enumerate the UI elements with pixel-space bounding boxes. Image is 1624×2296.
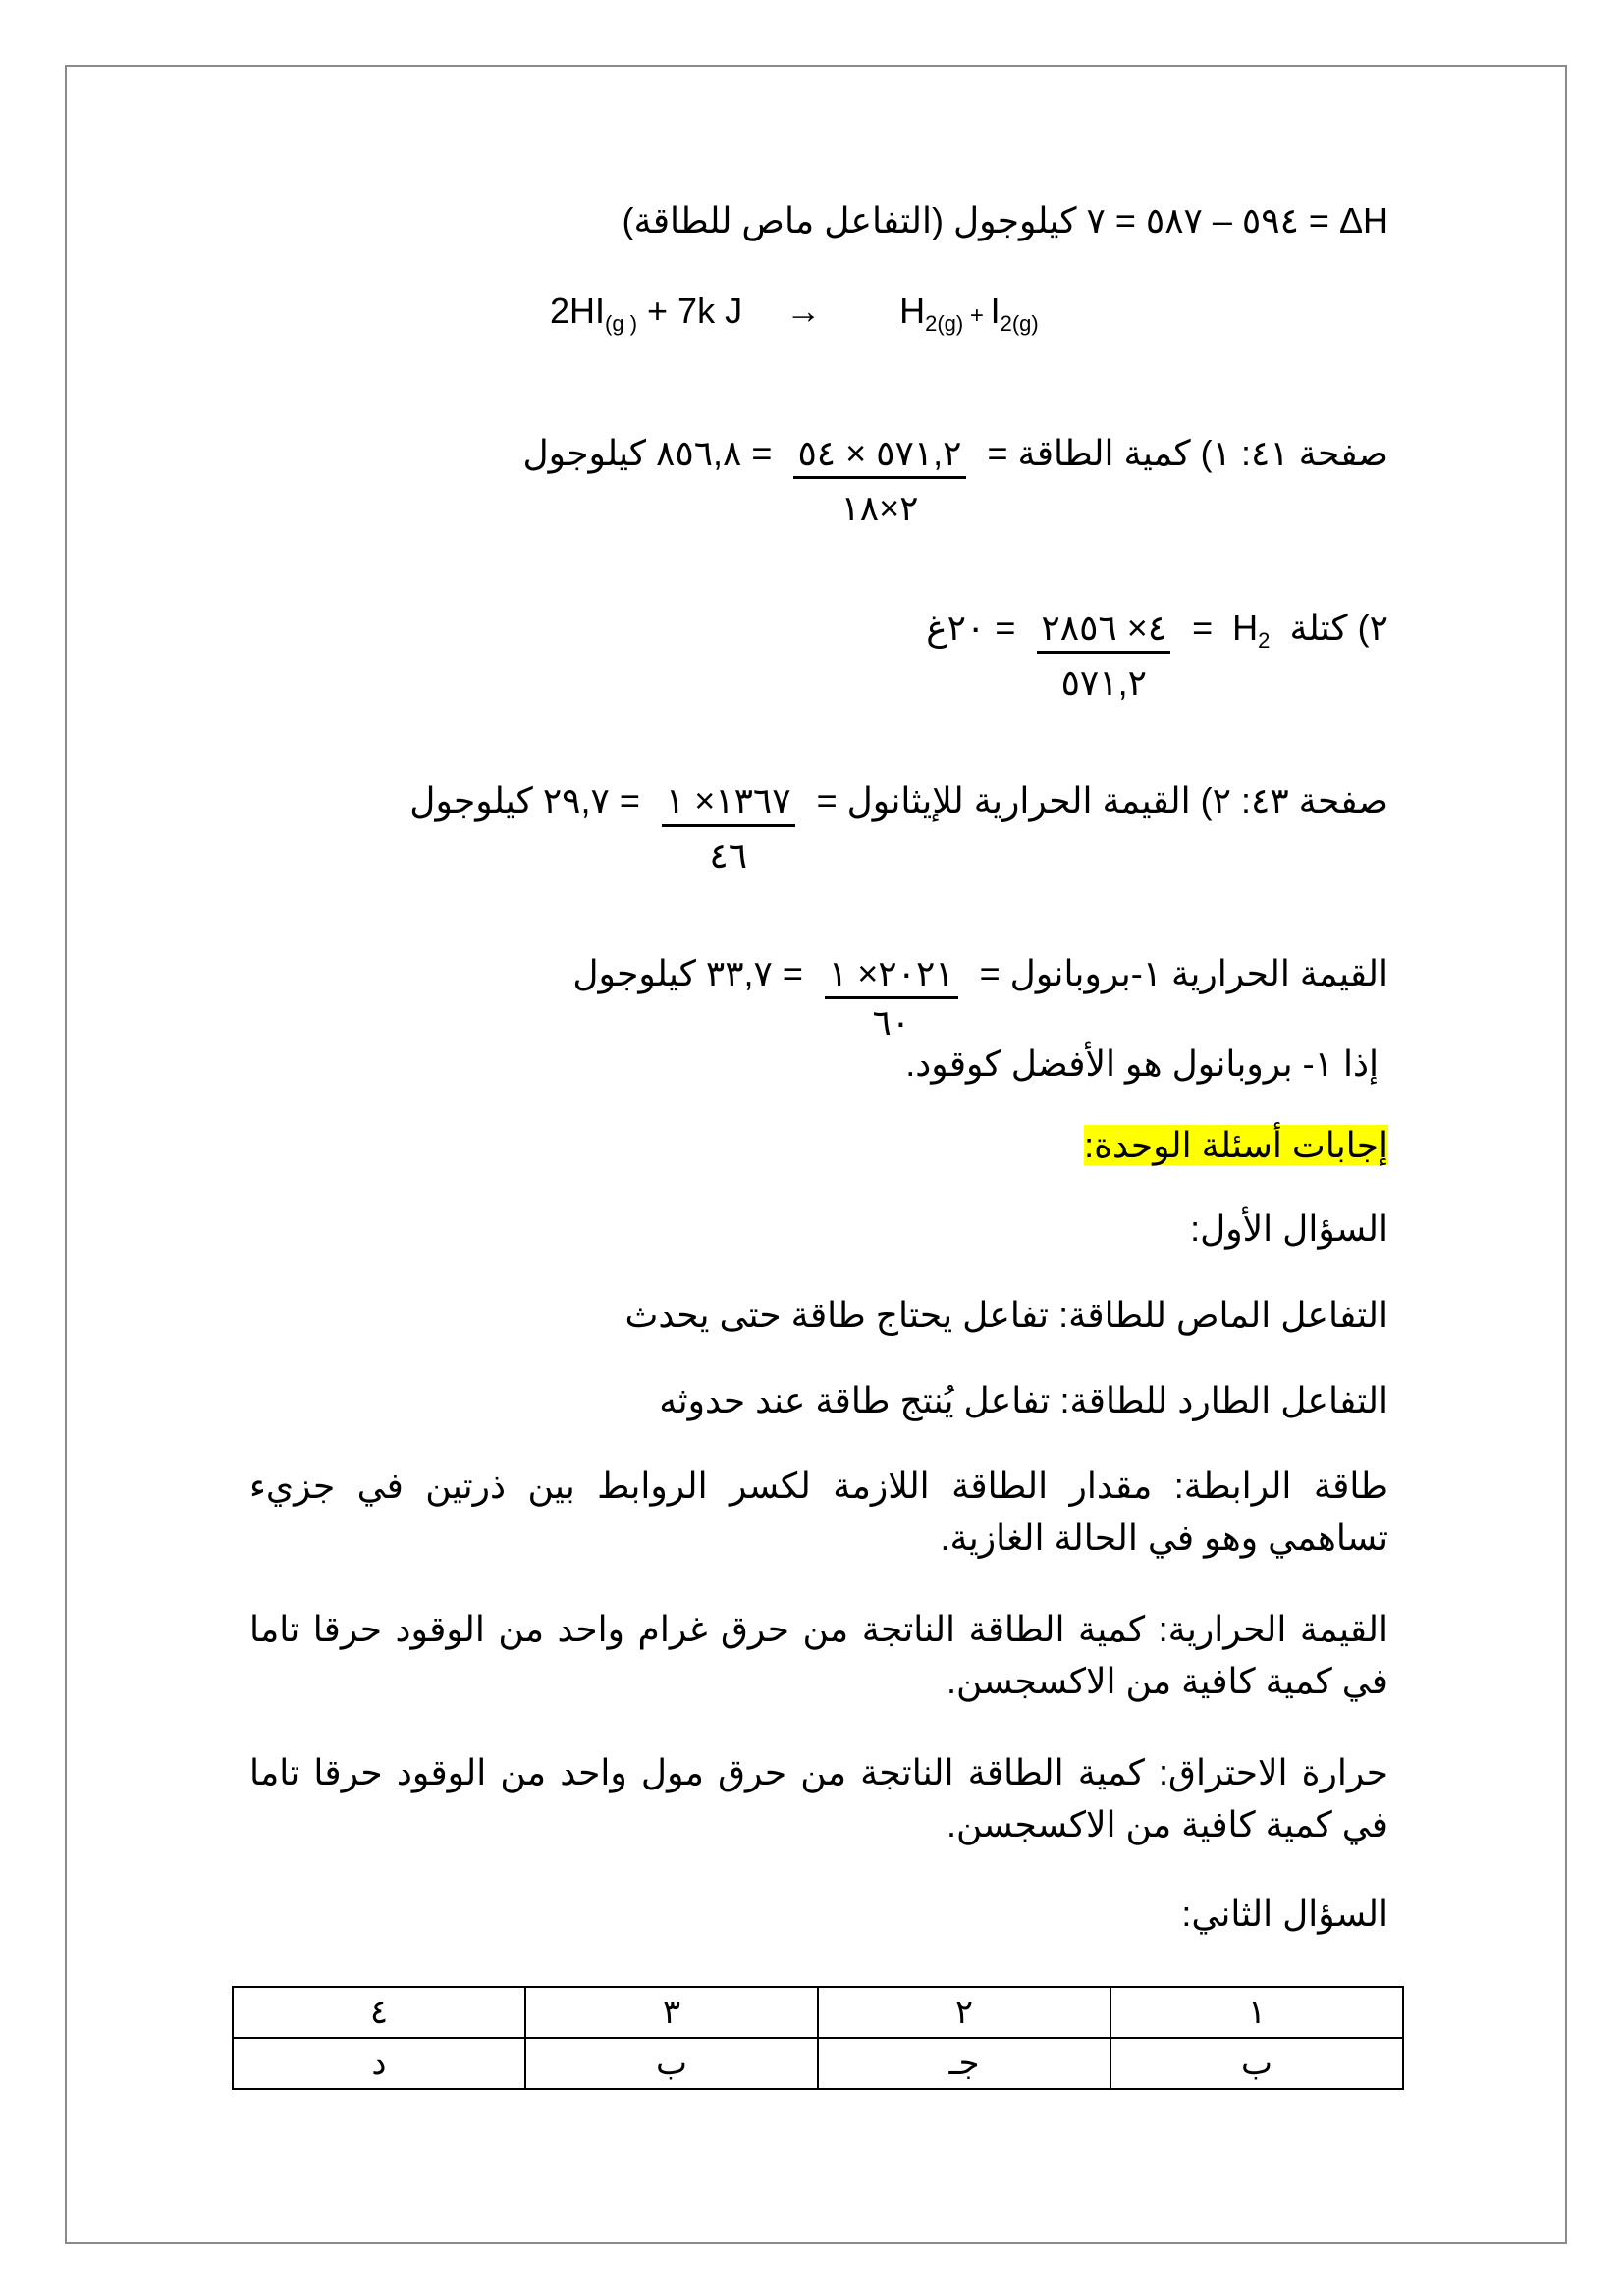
h2-subscript: 2 <box>1258 628 1271 654</box>
mass-fraction <box>1037 607 1170 704</box>
table-cell: ٢ <box>818 1987 1110 2038</box>
table-cell: د <box>233 2038 525 2089</box>
page41-prefix: صفحة ٤١: ١) كمية الطاقة = <box>987 433 1388 473</box>
propanol-prefix: القيمة الحرارية ١-بروبانول = <box>979 953 1388 993</box>
reaction-equation <box>550 291 1039 337</box>
table-cell: جـ <box>818 2038 1110 2089</box>
eq-right-a-sub: 2(g) <box>925 311 964 337</box>
definition-heating-value: القيمة الحرارية: كمية الطاقة الناتجة من حرق غرام واحد من الوقود حرقا تاما في كمية كافية من الاكسجسن. <box>249 1609 1388 1702</box>
unit-answers-heading <box>1084 1124 1388 1166</box>
page41-suffix: = ٨٥٦,٨ كيلوجول <box>522 433 773 473</box>
mass-numerator: ٤× ٢٨٥٦ <box>1037 607 1170 654</box>
definition-bond-energy: طاقة الرابطة: مقدار الطاقة اللازمة لكسر الروابط بين ذرتين في جزيء تساهمي وهو في الحالة الغازية. <box>249 1466 1388 1559</box>
page41-numerator: ٥٧١,٢ × ٥٤ <box>793 432 965 479</box>
page43-denominator: ٤٦ <box>709 835 748 877</box>
table-cell: ٣ <box>525 1987 818 2038</box>
propanol-numerator: ٢٠٢١× ١ <box>825 952 958 999</box>
propanol-suffix: = ٣٣,٧ كيلوجول <box>572 953 803 993</box>
page43-fraction <box>662 779 795 877</box>
page43-prefix: صفحة ٤٣: ٢) القيمة الحرارية للإيثانول = <box>816 780 1388 821</box>
mass-suffix: = ٢٠غ <box>926 608 1016 648</box>
table-cell: ب <box>525 2038 818 2089</box>
page43-ethanol-line <box>409 779 1388 877</box>
propanol-fraction <box>825 952 958 1043</box>
page41-fraction <box>793 432 965 529</box>
eq-right-b-sub: 2(g) <box>1000 311 1039 337</box>
answer-table <box>232 1986 1404 2090</box>
h2-formula <box>1232 607 1270 655</box>
eq-left-a: 2HI <box>550 291 606 331</box>
hydrogen-mass-line <box>926 607 1388 704</box>
page43-suffix: = ٢٩,٧ كيلوجول <box>409 780 640 821</box>
mass-prefix: ٢) كتلة <box>1289 608 1388 648</box>
propanol-denominator: ٦٠ <box>872 1002 911 1043</box>
eq-plus: + <box>963 302 991 329</box>
page41-energy-line <box>523 432 1389 529</box>
table-cell: ١ <box>1110 1987 1403 2038</box>
delta-h-line: ΔH = ٥٩٤ – ٥٨٧ = ٧ كيلوجول (التفاعل ماص للطاقة) <box>622 200 1388 240</box>
table-cell: ٤ <box>233 1987 525 2038</box>
conclusion-line: إذا ١- بروبانول هو الأفضل كوقود. <box>905 1043 1379 1084</box>
page43-numerator: ١٣٦٧× ١ <box>662 779 795 827</box>
mass-denominator: ٥٧١,٢ <box>1060 663 1147 704</box>
eq-left-b: + 7k J <box>637 291 743 331</box>
eq-right-b: I <box>990 291 1001 331</box>
eq-left-a-sub: (g ) <box>605 311 638 337</box>
definition-heat-of-combustion: حرارة الاحتراق: كمية الطاقة الناتجة من حرق مول واحد من الوقود حرقا تاما في كمية كافية من الاكسجسن. <box>249 1752 1388 1845</box>
mass-equals: = <box>1192 608 1214 648</box>
eq-arrow: → <box>785 291 822 331</box>
propanol-line <box>572 952 1388 1043</box>
question2-heading: السؤال الثاني: <box>1181 1894 1388 1934</box>
definition-exothermic: التفاعل الطارد للطاقة: تفاعل يُنتج طاقة عند حدوثه <box>659 1380 1388 1420</box>
definition-endothermic: التفاعل الماص للطاقة: تفاعل يحتاج طاقة حتى يحدث <box>624 1295 1388 1335</box>
h2-symbol: H <box>1232 608 1259 648</box>
table-row <box>233 2038 1403 2089</box>
question1-heading: السؤال الأول: <box>1190 1208 1388 1249</box>
page41-denominator: ٢×١٨ <box>840 488 919 529</box>
table-row <box>233 1987 1403 2038</box>
table-cell: ب <box>1110 2038 1403 2089</box>
eq-right-a: H <box>899 291 926 331</box>
highlighted-heading: إجابات أسئلة الوحدة: <box>1084 1125 1388 1165</box>
